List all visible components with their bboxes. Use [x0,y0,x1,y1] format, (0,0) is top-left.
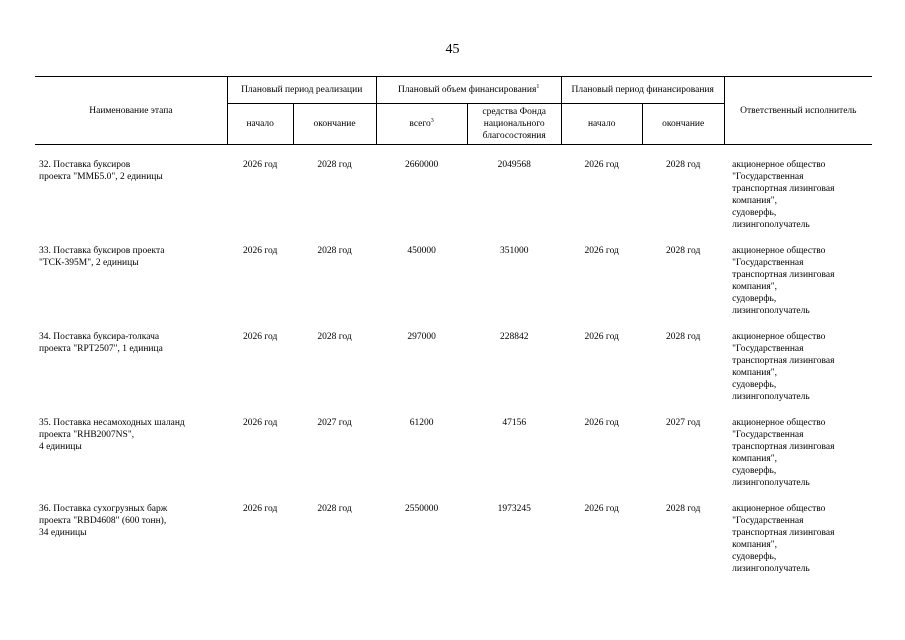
responsible-cell-line: компания", [732,368,777,378]
table-row [35,489,872,575]
responsible-cell [724,145,872,232]
stage-name-cell [35,145,227,232]
header-impl-end: окончание [293,104,376,145]
stage-name-cell-line: 35. Поставка несамоходных шаланд [39,418,185,428]
header-responsible: Ответственный исполнитель [724,77,872,145]
header-impl-start: начало [227,104,293,145]
responsible-cell-line: акционерное общество [732,418,826,428]
responsible-cell [724,231,872,317]
stage-name-cell-line: проекта "RHB2007NS", [39,430,135,440]
responsible-cell-line: лизингополучатель [732,306,810,316]
header-impl-period: Плановый период реализации [227,77,376,104]
responsible-cell-line: судоверфь, [732,294,777,304]
fund-start-cell: 2026 год [584,246,619,256]
impl-start-cell: 2026 год [243,418,278,428]
stage-name-cell [35,403,227,489]
stage-name-cell [35,317,227,403]
responsible-cell-line: "Государственная [732,258,804,268]
header-fund-means: средства Фонда национального благосостояния [467,104,561,145]
fund-start-cell: 2026 год [584,332,619,342]
responsible-cell-line: "Государственная [732,172,804,182]
responsible-cell-line: лизингополучатель [732,392,810,402]
responsible-cell-line: судоверфь, [732,380,777,390]
header-fund-start: начало [561,104,642,145]
footnote-1: 1 [536,83,540,90]
responsible-cell [724,403,872,489]
responsible-cell [724,489,872,575]
fund-end-cell: 2028 год [666,332,701,342]
fund-end-cell: 2028 год [666,246,701,256]
fund-start-cell: 2026 год [584,160,619,170]
stage-name-cell-line: 33. Поставка буксиров проекта [39,246,165,256]
header-stage-name: Наименование этапа [35,77,227,145]
impl-end-cell: 2028 год [317,332,352,342]
responsible-cell-line: компания", [732,540,777,550]
stage-name-cell-line: 4 единицы [39,442,82,452]
stage-name-cell [35,489,227,575]
responsible-cell-line: транспортная лизинговая [732,442,835,452]
fund-cell: 1973245 [497,504,531,514]
footnote-3: 3 [430,117,434,124]
total-cell: 2660000 [404,160,439,170]
responsible-cell-line: транспортная лизинговая [732,270,835,280]
responsible-cell-line: транспортная лизинговая [732,528,835,538]
table-row [35,145,872,232]
table-body [35,145,872,576]
responsible-cell-line: акционерное общество [732,160,826,170]
responsible-cell-line: лизингополучатель [732,220,810,230]
header-fund-end: окончание [642,104,724,145]
total-cell: 450000 [407,246,436,256]
total-cell: 61200 [409,418,434,428]
responsible-cell-line: "Государственная [732,430,804,440]
responsible-cell-line: лизингополучатель [732,478,810,488]
stage-name-cell-line: 36. Поставка сухогрузных барж [39,504,168,514]
responsible-cell-line: транспортная лизинговая [732,184,835,194]
impl-start-cell: 2026 год [243,504,278,514]
stage-name-cell-line: 34. Поставка буксира-толкача [39,332,160,342]
stage-name-cell-line: 34 единицы [39,528,87,538]
table-row [35,403,872,489]
fund-cell: 47156 [502,418,527,428]
stage-name-cell-line: проекта "RPT2507", 1 единица [39,344,163,354]
fund-cell: 228842 [499,332,529,342]
stage-name-cell-line: проекта "RBD4608" (600 тонн), [39,516,167,526]
impl-end-cell: 2028 год [317,160,352,170]
page-number: 45 [445,42,460,57]
responsible-cell-line: транспортная лизинговая [732,356,835,366]
fund-start-cell: 2026 год [584,418,619,428]
responsible-cell-line: лизингополучатель [732,564,810,574]
header-funding-volume [376,77,561,104]
table-row [35,231,872,317]
fund-cell: 2049568 [497,160,531,170]
impl-end-cell: 2028 год [317,246,352,256]
fund-start-cell: 2026 год [584,504,619,514]
responsible-cell-line: акционерное общество [732,504,826,514]
responsible-cell [724,317,872,403]
stage-name-cell [35,231,227,317]
fund-end-cell: 2028 год [666,504,701,514]
stage-name-cell-line: "ТСК-395М", 2 единицы [39,258,139,268]
stage-name-cell-line: проекта "ММБ5.0", 2 единицы [39,172,163,182]
fund-end-cell: 2028 год [666,160,701,170]
stages-table [35,76,872,575]
impl-start-cell: 2026 год [243,246,278,256]
header-funding-volume-text: Плановый объем финансирования [397,85,537,95]
responsible-cell-line: судоверфь, [732,552,777,562]
header-total [376,104,467,145]
responsible-cell-line: судоверфь, [732,466,777,476]
table-row [35,317,872,403]
responsible-cell-line: акционерное общество [732,332,826,342]
fund-cell: 351000 [499,246,529,256]
impl-start-cell: 2026 год [243,332,278,342]
responsible-cell-line: "Государственная [732,344,804,354]
total-cell: 297000 [407,332,436,342]
impl-end-cell: 2028 год [317,504,352,514]
header-total-text: всего [409,119,431,129]
responsible-cell-line: судоверфь, [732,208,777,218]
responsible-cell-line: "Государственная [732,516,804,526]
fund-end-cell: 2027 год [666,418,701,428]
responsible-cell-line: компания", [732,282,777,292]
responsible-cell-line: компания", [732,196,777,206]
responsible-cell-line: компания", [732,454,777,464]
responsible-cell-line: акционерное общество [732,246,826,256]
impl-start-cell: 2026 год [243,160,278,170]
header-funding-period: Плановый период финансирования [561,77,724,104]
stage-name-cell-line: 32. Поставка буксиров [39,160,131,170]
impl-end-cell: 2027 год [317,418,352,428]
total-cell: 2550000 [404,504,439,514]
